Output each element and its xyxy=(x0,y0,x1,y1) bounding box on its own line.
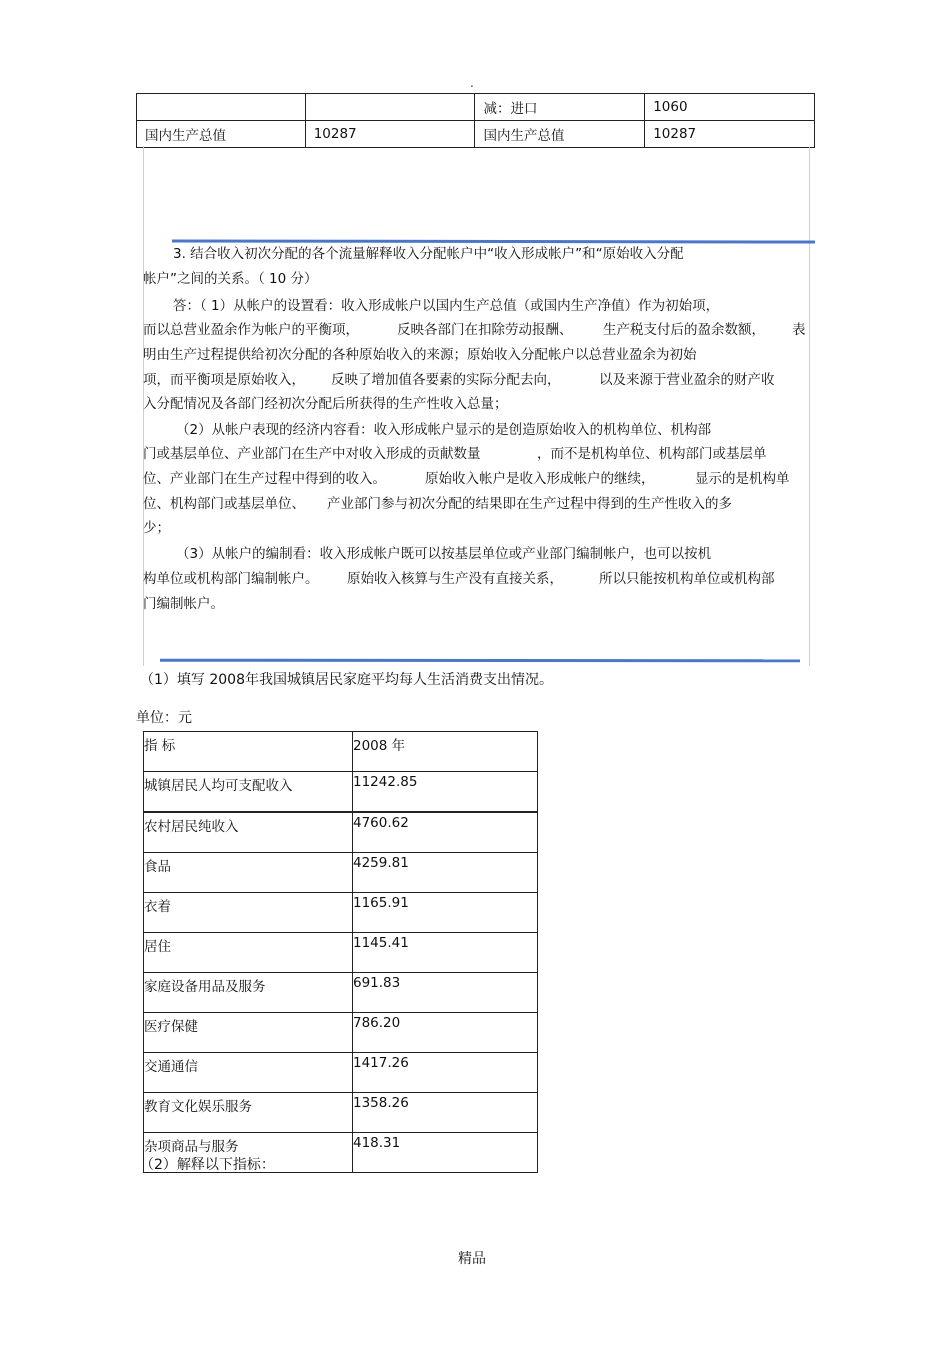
table-cell: 1417.26 xyxy=(353,1053,538,1093)
table-cell: 10287 xyxy=(645,121,815,148)
table-cell xyxy=(305,94,475,121)
table-cell: 691.83 xyxy=(353,973,538,1013)
table-row xyxy=(144,1013,538,1053)
table-cell: 教育文化娱乐服务 xyxy=(144,1093,353,1133)
table-cell: 1165.91 xyxy=(353,893,538,933)
table-cell: 城镇居民人均可支配收入 xyxy=(144,772,353,813)
table-row xyxy=(137,121,815,148)
table-row xyxy=(144,1093,538,1133)
answer-line: 而以总营业盈余作为帐户的平衡项， 反映各部门在扣除劳动报酬、 生产税支付后的盈余数额， 表 xyxy=(143,322,806,338)
table-cell: 10287 xyxy=(305,121,475,148)
table-cell: 杂项商品与服务 xyxy=(144,1133,353,1173)
consumption-table xyxy=(143,731,538,1173)
table-row xyxy=(144,812,538,853)
table-row xyxy=(144,772,538,813)
table-cell: 1060 xyxy=(645,94,815,121)
table-header-row xyxy=(144,732,538,772)
table-row xyxy=(137,94,815,121)
question-1-title: （1）填写 2008年我国城镇居民家庭平均每人生活消费支出情况。 xyxy=(140,672,553,688)
table-cell: 国内生产总值 xyxy=(137,121,306,148)
question-2-title: （2）解释以下指标： xyxy=(140,1157,275,1173)
unit-label: 单位：元 xyxy=(136,710,192,726)
table-cell: 农村居民纯收入 xyxy=(144,812,353,853)
table-cell: 居住 xyxy=(144,933,353,973)
table-cell: 11242.85 xyxy=(353,772,538,813)
table-row xyxy=(144,933,538,973)
table-cell: 4760.62 xyxy=(353,812,538,853)
page-footer: 精品 xyxy=(458,1251,486,1267)
table-cell: 家庭设备用品及服务 xyxy=(144,973,353,1013)
table-cell: 418.31 xyxy=(353,1133,538,1173)
table-cell: 交通通信 xyxy=(144,1053,353,1093)
table-row xyxy=(144,853,538,893)
table-header-cell: 指 标 xyxy=(144,732,353,772)
table-row xyxy=(144,893,538,933)
gdp-table xyxy=(136,93,815,148)
table-cell: 食品 xyxy=(144,853,353,893)
table-cell: 4259.81 xyxy=(353,853,538,893)
table-header-cell: 2008 年 xyxy=(353,732,538,772)
header-dot: . xyxy=(470,76,474,90)
blue-divider-bottom xyxy=(160,659,800,663)
table-cell xyxy=(137,94,306,121)
table-cell: 国内生产总值 xyxy=(475,121,645,148)
table-row xyxy=(144,973,538,1013)
table-cell: 1145.41 xyxy=(353,933,538,973)
table-cell: 786.20 xyxy=(353,1013,538,1053)
table-cell: 衣着 xyxy=(144,893,353,933)
table-cell: 减：进口 xyxy=(475,94,645,121)
table-cell: 医疗保健 xyxy=(144,1013,353,1053)
table-row xyxy=(144,1053,538,1093)
table-cell: 1358.26 xyxy=(353,1093,538,1133)
